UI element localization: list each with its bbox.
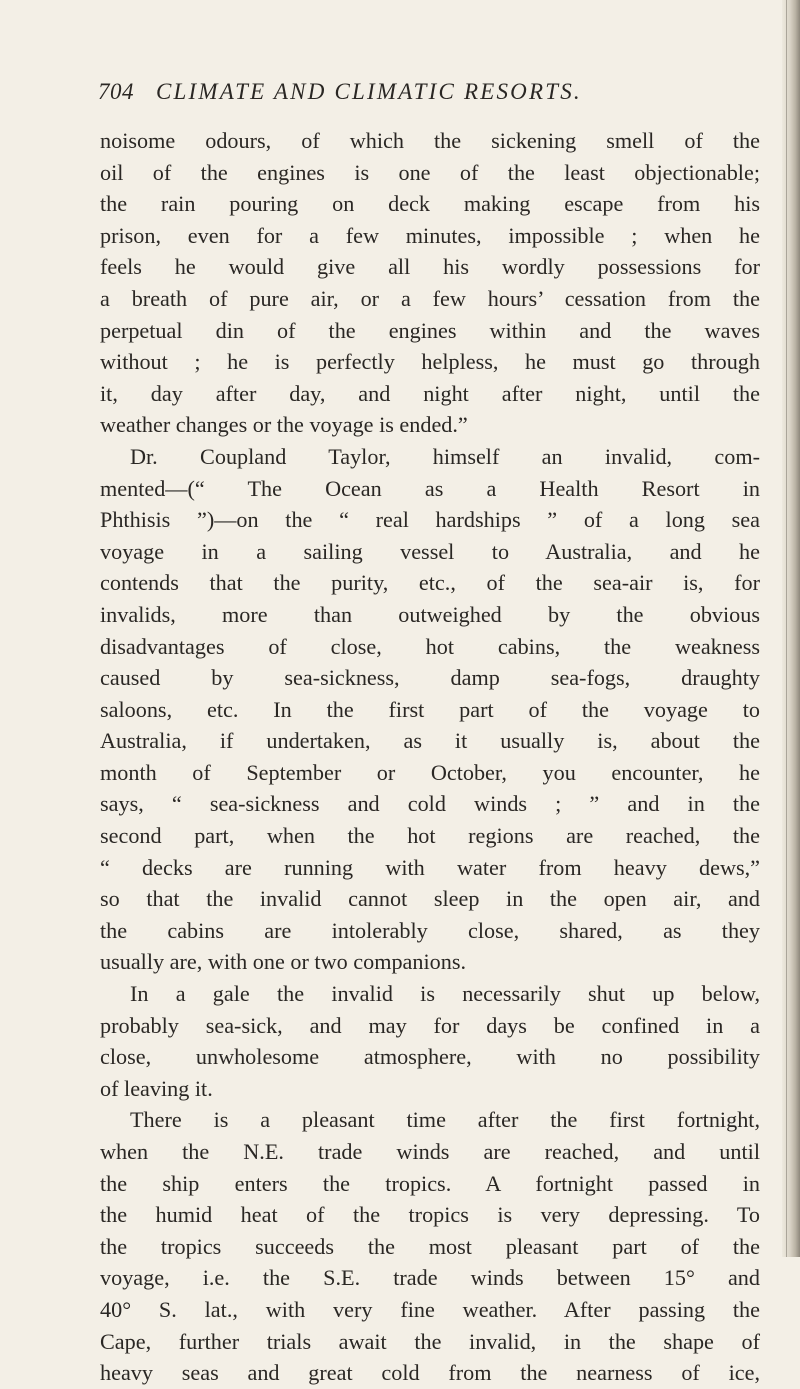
- text-line: contends that the purity, etc., of the sea-air is, for: [100, 570, 760, 596]
- page-header: [98, 77, 698, 107]
- text-line: noisome odours, of which the sickening smell of the: [100, 128, 760, 153]
- body-text: [100, 125, 760, 1389]
- text-line: the cabins are intolerably close, shared, as they: [100, 917, 760, 943]
- running-title: CLIMATE AND CLIMATIC RESORTS.: [156, 79, 582, 104]
- page-number: 704: [98, 79, 134, 104]
- text-line: heavy seas and great cold from the nearness of ice,: [100, 1360, 760, 1386]
- text-line: voyage in a sailing vessel to Australia, and he: [100, 538, 760, 564]
- text-line: In a gale the invalid is necessarily shut up below,: [130, 981, 760, 1007]
- text-line: month of September or October, you encounter, he: [100, 759, 760, 785]
- text-line: perpetual din of the engines within and the waves: [100, 317, 760, 343]
- text-line: the tropics succeeds the most pleasant part of the: [100, 1233, 760, 1259]
- text-line: a breath of pure air, or a few hours’ cessation from the: [100, 285, 760, 311]
- text-line: Australia, if undertaken, as it usually is, about the: [100, 728, 760, 754]
- text-line: weather changes or the voyage is ended.”: [100, 412, 468, 438]
- text-line: caused by sea-sickness, damp sea-fogs, draughty: [100, 665, 760, 691]
- text-line: close, unwholesome atmosphere, with no possibility: [100, 1044, 760, 1070]
- text-line: when the N.E. trade winds are reached, and until: [100, 1139, 760, 1164]
- text-line: it, day after day, and night after night, until the: [100, 380, 760, 406]
- text-line: disadvantages of close, hot cabins, the weakness: [100, 633, 760, 659]
- text-line: invalids, more than outweighed by the obvious: [100, 601, 760, 627]
- text-line: Phthisis ”)—on the “ real hardships ” of a long sea: [100, 507, 760, 533]
- text-line: without ; he is perfectly helpless, he must go through: [100, 349, 760, 375]
- text-line: probably sea-sick, and may for days be confined in a: [100, 1012, 760, 1038]
- text-line: second part, when the hot regions are reached, the: [100, 823, 760, 849]
- text-line: There is a pleasant time after the first fortnight,: [130, 1107, 760, 1133]
- text-line: Cape, further trials await the invalid, in the shape of: [100, 1328, 760, 1354]
- text-line: voyage, i.e. the S.E. trade winds between 15° and: [100, 1265, 760, 1291]
- text-line: mented—(“ The Ocean as a Health Resort in: [100, 475, 760, 501]
- text-line: saloons, etc. In the first part of the voyage to: [100, 696, 760, 722]
- text-line: of leaving it.: [100, 1075, 213, 1101]
- text-line: feels he would give all his wordly possessions for: [100, 254, 760, 280]
- text-line: the rain pouring on deck making escape from his: [100, 191, 760, 217]
- text-line: Dr. Coupland Taylor, himself an invalid, com-: [130, 443, 760, 469]
- book-page-edge: [782, 0, 800, 1257]
- text-line: oil of the engines is one of the least objectionable;: [100, 159, 760, 185]
- text-line: prison, even for a few minutes, impossible ; when he: [100, 222, 760, 248]
- text-line: the humid heat of the tropics is very depressing. To: [100, 1202, 760, 1228]
- text-line: says, “ sea-sickness and cold winds ; ” and in the: [100, 791, 760, 817]
- text-line: 40° S. lat., with very fine weather. After passing the: [100, 1296, 760, 1322]
- text-line: usually are, with one or two companions.: [100, 949, 467, 975]
- text-line: the ship enters the tropics. A fortnight passed in: [100, 1170, 760, 1196]
- text-line: so that the invalid cannot sleep in the open air, and: [100, 886, 760, 912]
- text-line: “ decks are running with water from heavy dews,”: [100, 854, 760, 880]
